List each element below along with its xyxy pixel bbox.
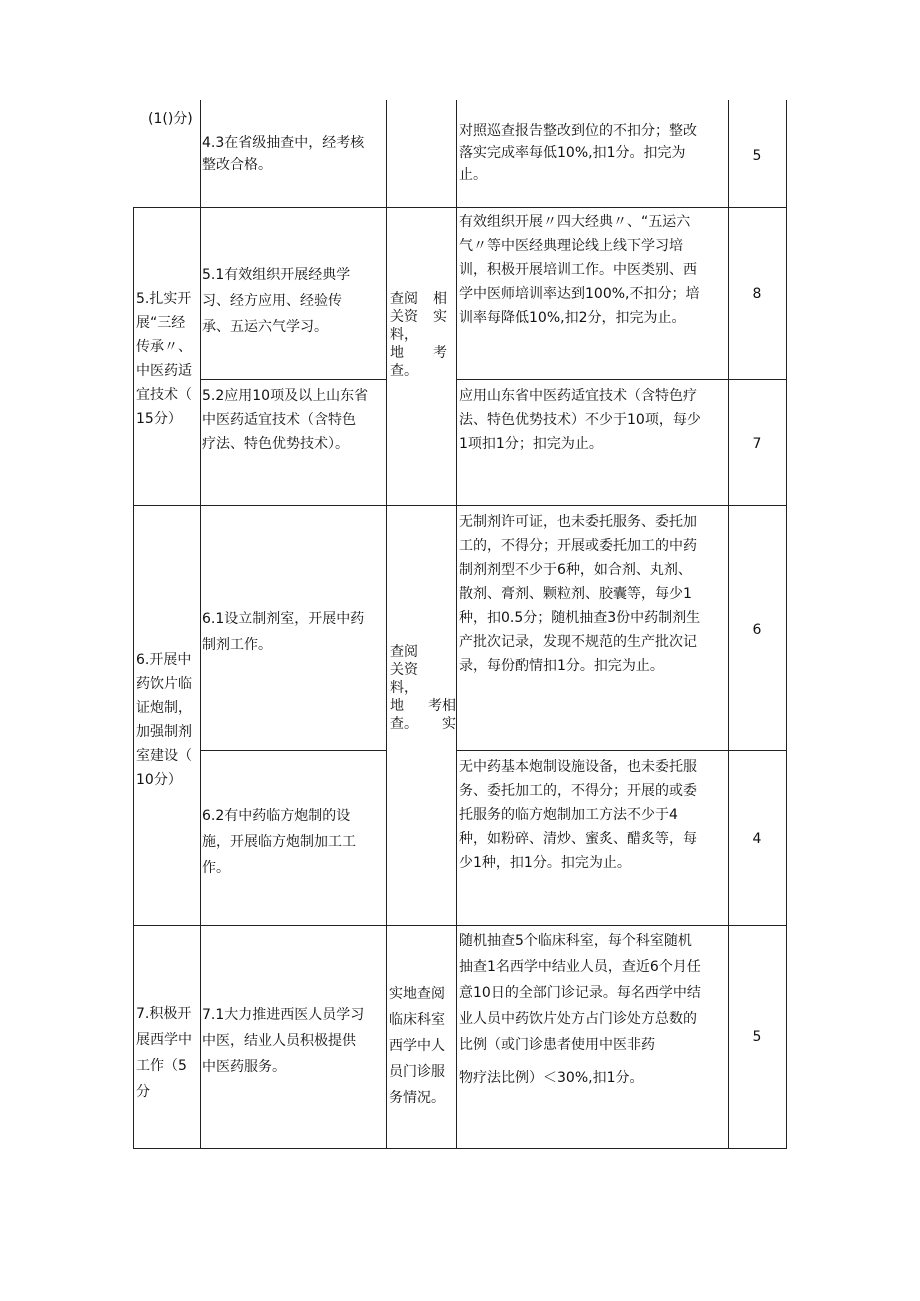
table-border-left [133,207,134,1148]
row-divider-5-1b [456,379,787,380]
row-divider-4-5 [133,207,787,208]
score-cell-5-2: 7 [752,436,762,452]
category-cell-7: 7.积极开 展西学中 工作（5分 [136,1006,192,1100]
item-cell-5-2: 5.2应用10项及以上山东省 中医药适宜技术（含特色 疗法、特色优势技术）。 [202,388,369,452]
criteria-cell-6-1: 无制剂许可证，也未委托服务、委托加 工的，不得分；开展或委托加工的中药 制剂剂型不少于6种，如合剂、丸剂、 散剂、膏剂、颗粒剂、胶囊等，每少1 种，扣0.5分；随机抽查3份中药制剂生 产批次记录，发现不规范的生产批次记 录，每份酌情扣1分。扣完为止。 [459,514,701,674]
criteria-cell-7-main: 随机抽查5个临床科室，每个科室随机 抽查1名西学中结业人员，查近6个月任 意10日的全部门诊记录。每名西学中结 业人员中药饮片处方占门诊处方总数的 比例（或门诊患者使用中医非药 [459,933,701,1053]
score-cell-5-1: 8 [752,286,762,302]
criteria-cell-5-1: 有效组织开展〃四大经典〃、“五运六 气〃等中医经典理论线上线下学习培 训，积极开展培训工作。中医类别、西 学中医师培训率达到100%,不扣分；培 训率每降低10%,扣2分，扣完为止。 [459,214,700,326]
score-cell-4-3: 5 [752,148,762,164]
item-cell-6-1: 6.1设立制剂室，开展中药 制剂工作。 [202,611,365,653]
column-divider-2 [386,100,387,1148]
item-cell-7-1: 7.1大力推进西医人员学习 中医，结业人员积极提供 中医药服务。 [202,1007,365,1075]
method-cell-6-b: 考相 实 [428,698,456,732]
method-cell-6-a: 查阅 关资 料， 地查。 [390,644,418,732]
method-cell-5-a: 查阅 关资 料， 地查。 [390,291,418,379]
column-divider-1 [200,100,201,1148]
criteria-cell-6-2: 无中药基本炮制设施设备，也未委托服 务、委托加工的，不得分；开展的或委 托服务的临方炮制加工方法不少于4 种，如粉碎、清炒、蜜炙、醋炙等，每 少1种，扣1分。扣完为止。 [459,759,697,871]
row-divider-5-6 [133,505,787,506]
row-divider-6-1 [200,750,386,751]
criteria-cell-5-2: 应用山东省中医药适宜技术（含特色疗 法、特色优势技术）不少于10项，每少 1项扣1分；扣完为止。 [459,388,701,452]
item-cell-6-2: 6.2有中药临方炮制的设 施，开展临方炮制加工工 作。 [202,808,356,876]
score-cell-6-2: 4 [752,831,762,847]
category-cell-5: 5.扎实开 展“三经 传承〃、 中医药适 宜技术（ 15分） [136,291,192,427]
method-cell-7: 实地查阅 临床科室 西学中人 员门诊服 务情况。 [389,986,445,1106]
criteria-cell-7-tail: 物疗法比例）＜30%,扣1分。 [459,1070,644,1086]
row-divider-6-7 [133,925,787,926]
column-divider-3 [456,100,457,1148]
category-cell-6: 6.开展中 药饮片临 证炮制， 加强制剂 室建设（ 10分） [136,652,192,788]
score-cell-7-1: 5 [752,1029,762,1045]
item-cell-5-1: 5.1有效组织开展经典学 习、经方应用、经验传 承、五运六气学习。 [202,267,351,335]
table-border-bottom [133,1148,787,1149]
item-cell-4-3: 4.3在省级抽查中，经考核 整改合格。 [202,135,365,173]
category-cell-4: (1()分) [148,111,193,127]
method-cell-5-b: 相 实 考 [433,291,447,361]
criteria-cell-4-3: 对照巡查报告整改到位的不扣分；整改 落实完成率每低10%,扣1分。扣完为 止。 [459,123,697,183]
score-cell-6-1: 6 [752,622,762,638]
row-divider-5-1 [200,379,386,380]
table-border-right [786,100,787,1148]
row-divider-6-1b [456,750,787,751]
